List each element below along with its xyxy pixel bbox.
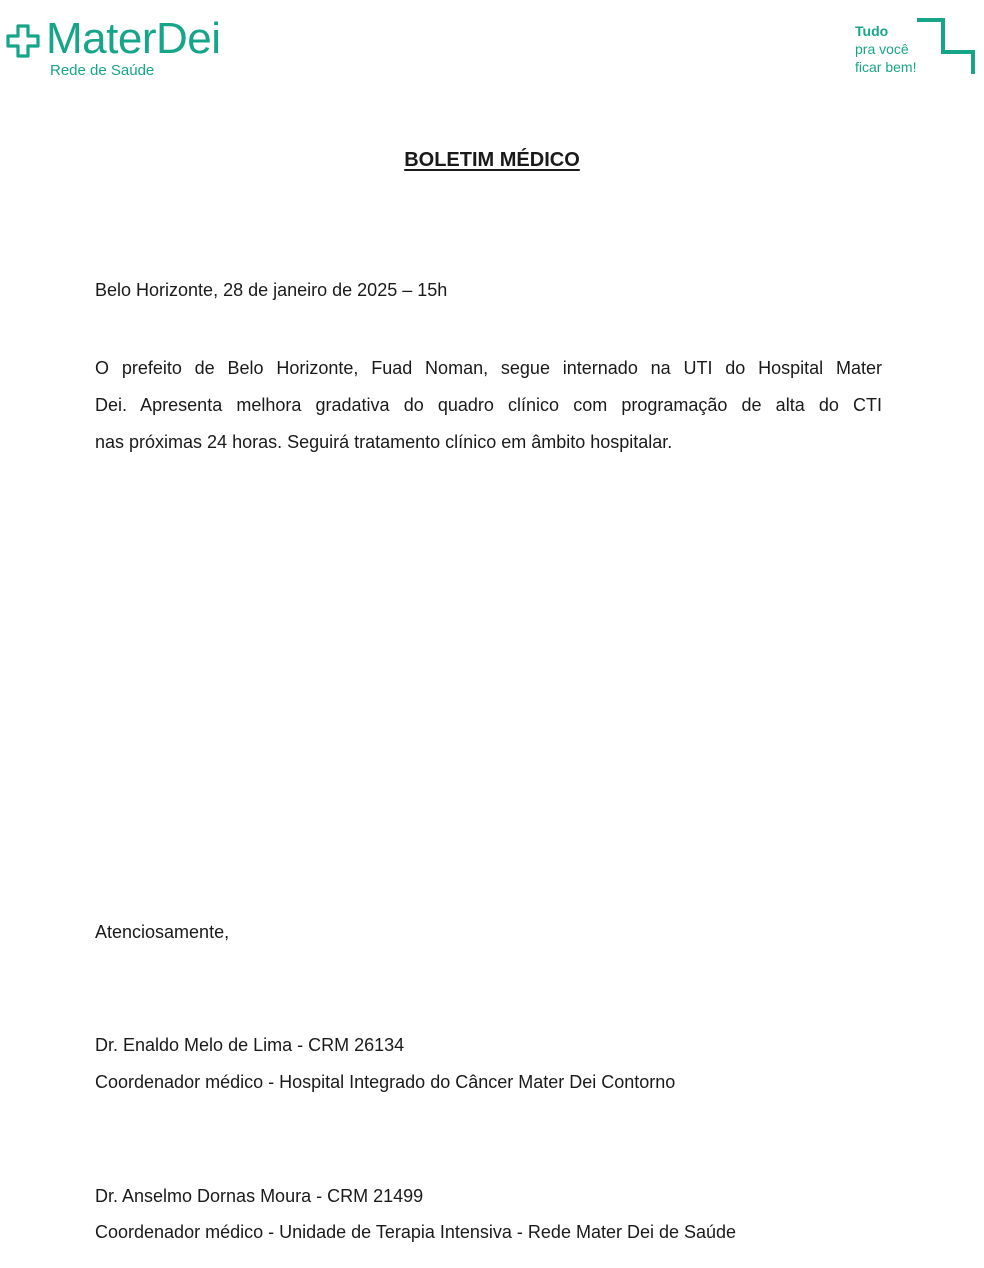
signature-name: Dr. Anselmo Dornas Moura - CRM 21499 <box>95 1186 424 1206</box>
body-paragraph <box>95 350 882 461</box>
body-line: O prefeito de Belo Horizonte, Fuad Noman, segue internado na UTI do Hospital Mater <box>95 358 882 378</box>
signature-role: Coordenador médico - Unidade de Terapia Intensiva - Rede Mater Dei de Saúde <box>95 1222 737 1242</box>
bracket-icon <box>915 18 977 78</box>
date-line: Belo Horizonte, 28 de janeiro de 2025 – 15h <box>95 280 448 300</box>
slogan-line-3: ficar bem! <box>855 59 917 75</box>
slogan-line-2: pra você <box>855 41 909 57</box>
signature-role: Coordenador médico - Hospital Integrado do Câncer Mater Dei Contorno <box>95 1072 676 1092</box>
slogan-text <box>855 22 916 76</box>
slogan-line-1: Tudo <box>855 23 889 39</box>
document-title <box>0 146 984 174</box>
plus-cross-icon <box>6 24 40 58</box>
closing: Atenciosamente, <box>95 922 230 942</box>
signature-name: Dr. Enaldo Melo de Lima - CRM 26134 <box>95 1035 405 1055</box>
logo-subtitle: Rede de Saúde <box>50 62 155 79</box>
logo-name: MaterDei <box>46 14 221 63</box>
document-title-text: BOLETIM MÉDICO <box>404 149 580 171</box>
slogan <box>855 22 977 82</box>
body-line: Dei. Apresenta melhora gradativa do quadro clínico com programação de alta do CTI <box>95 395 882 415</box>
mater-dei-logo <box>6 14 266 84</box>
body-line: nas próximas 24 horas. Seguirá tratamento clínico em âmbito hospitalar. <box>95 432 673 452</box>
